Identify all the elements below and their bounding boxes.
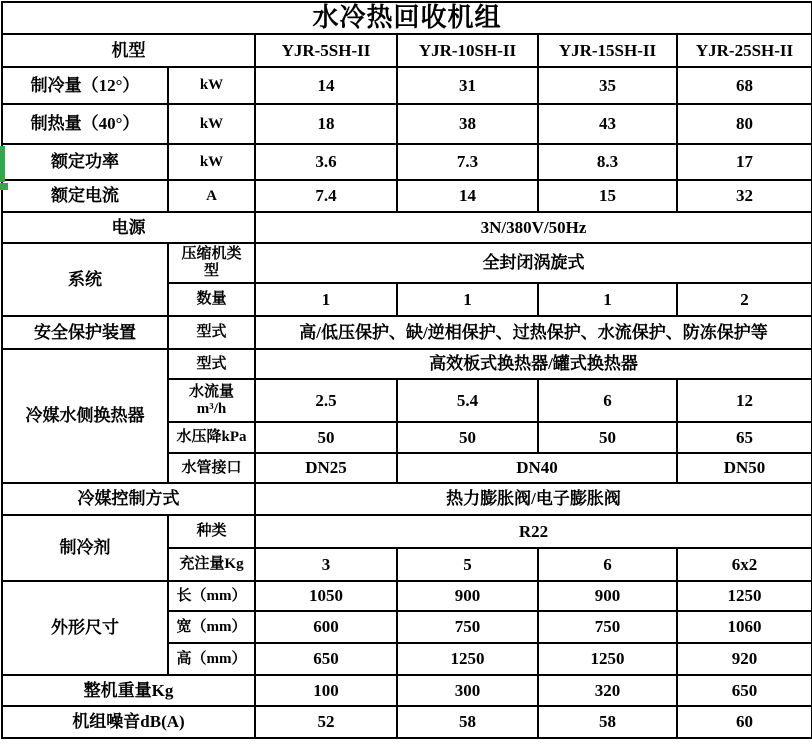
cell-selection-border — [0, 146, 5, 182]
value-cell: 5.4 — [397, 379, 538, 422]
row-label-cell: 额定电流 — [2, 180, 168, 212]
value-cell: 5 — [397, 548, 538, 581]
row-label-cell: 整机重量Kg — [2, 675, 255, 706]
table-row — [2, 581, 812, 611]
row-label-cell: 制冷量（12°） — [2, 67, 168, 104]
row-label-cell: 电源 — [2, 212, 255, 243]
value-cell: 高效板式换热器/罐式换热器 — [255, 349, 812, 379]
row-label-cell: 制热量（40°） — [2, 104, 168, 144]
spec-table — [1, 1, 812, 739]
table-row — [2, 104, 812, 144]
value-cell: 600 — [255, 611, 397, 643]
value-cell: 900 — [397, 581, 538, 611]
value-cell: 3.6 — [255, 144, 397, 180]
value-cell: 900 — [538, 581, 677, 611]
model-cell: YJR-5SH-II — [255, 34, 397, 67]
value-cell: 650 — [255, 643, 397, 675]
unit-cell: kW — [168, 67, 255, 104]
value-cell: 3N/380V/50Hz — [255, 212, 812, 243]
value-cell: 52 — [255, 706, 397, 738]
value-cell: 6 — [538, 379, 677, 422]
value-cell: DN25 — [255, 453, 397, 483]
value-cell: 50 — [397, 422, 538, 453]
value-cell: 1250 — [677, 581, 812, 611]
group-label-cell: 系统 — [2, 243, 168, 316]
value-cell: 18 — [255, 104, 397, 144]
table-row — [2, 34, 812, 67]
unit-cell: kW — [168, 144, 255, 180]
value-cell: 50 — [538, 422, 677, 453]
value-cell: 热力膨胀阀/电子膨胀阀 — [255, 483, 812, 515]
value-cell: 58 — [397, 706, 538, 738]
model-header-cell: 机型 — [2, 34, 255, 67]
value-cell: 14 — [397, 180, 538, 212]
value-cell: 2.5 — [255, 379, 397, 422]
value-cell: DN40 — [397, 453, 677, 483]
table-row — [2, 144, 812, 180]
unit-cell: A — [168, 180, 255, 212]
sub-label-cell: 型式 — [168, 316, 255, 349]
sub-label-cell — [168, 243, 255, 283]
value-cell: 1250 — [397, 643, 538, 675]
value-cell: 1050 — [255, 581, 397, 611]
sub-label-cell: 充注量Kg — [168, 548, 255, 581]
sub-label-cell — [168, 379, 255, 422]
value-cell: 60 — [677, 706, 812, 738]
value-cell: 7.3 — [397, 144, 538, 180]
model-cell: YJR-25SH-II — [677, 34, 812, 67]
table-row — [2, 180, 812, 212]
sub-label-cell: 数量 — [168, 283, 255, 316]
table-row — [2, 243, 812, 283]
row-label-cell: 机组噪音dB(A) — [2, 706, 255, 738]
sub-label-text: 压缩机类型 — [181, 246, 242, 279]
value-cell: 17 — [677, 144, 812, 180]
value-cell: 35 — [538, 67, 677, 104]
value-cell: 1 — [255, 283, 397, 316]
row-label-cell: 冷媒控制方式 — [2, 483, 255, 515]
value-cell: R22 — [255, 515, 812, 548]
sub-label-text: 水流量 m³/h — [188, 383, 234, 417]
row-label-cell: 安全保护装置 — [2, 316, 168, 349]
sub-label-cell: 宽（mm） — [168, 611, 255, 643]
row-label-cell: 额定功率 — [2, 144, 168, 180]
value-cell: 6x2 — [677, 548, 812, 581]
value-cell: 6 — [538, 548, 677, 581]
sub-label-cell: 水压降kPa — [168, 422, 255, 453]
value-cell: 50 — [255, 422, 397, 453]
value-cell: 100 — [255, 675, 397, 706]
value-cell: 68 — [677, 67, 812, 104]
selection-fill-handle[interactable] — [0, 183, 8, 190]
value-cell: 43 — [538, 104, 677, 144]
table-row — [2, 706, 812, 738]
value-cell: 2 — [677, 283, 812, 316]
value-cell: 58 — [538, 706, 677, 738]
table-row — [2, 515, 812, 548]
table-row — [2, 2, 812, 34]
group-label-cell: 冷媒水侧换热器 — [2, 349, 168, 483]
table-row — [2, 212, 812, 243]
value-cell: 8.3 — [538, 144, 677, 180]
model-cell: YJR-15SH-II — [538, 34, 677, 67]
sub-label-cell: 长（mm） — [168, 581, 255, 611]
table-title: 水冷热回收机组 — [2, 2, 812, 34]
model-cell: YJR-10SH-II — [397, 34, 538, 67]
value-cell: 750 — [538, 611, 677, 643]
table-row — [2, 675, 812, 706]
value-cell: 15 — [538, 180, 677, 212]
value-cell: 320 — [538, 675, 677, 706]
value-cell: 高/低压保护、缺/逆相保护、过热保护、水流保护、防冻保护等 — [255, 316, 812, 349]
sub-label-cell: 种类 — [168, 515, 255, 548]
value-cell: 3 — [255, 548, 397, 581]
sub-label-cell: 型式 — [168, 349, 255, 379]
table-row — [2, 67, 812, 104]
value-cell: 80 — [677, 104, 812, 144]
value-cell: 12 — [677, 379, 812, 422]
sub-label-cell: 水管接口 — [168, 453, 255, 483]
group-label-cell: 外形尺寸 — [2, 581, 168, 675]
value-cell: 32 — [677, 180, 812, 212]
value-cell: 1 — [397, 283, 538, 316]
table-row — [2, 316, 812, 349]
value-cell: 1250 — [538, 643, 677, 675]
value-cell: 300 — [397, 675, 538, 706]
value-cell: 14 — [255, 67, 397, 104]
value-cell: 7.4 — [255, 180, 397, 212]
unit-cell: kW — [168, 104, 255, 144]
value-cell: 1060 — [677, 611, 812, 643]
table-row — [2, 349, 812, 379]
sub-label-cell: 高（mm） — [168, 643, 255, 675]
value-cell: 650 — [677, 675, 812, 706]
value-cell: DN50 — [677, 453, 812, 483]
table-row — [2, 483, 812, 515]
value-cell: 38 — [397, 104, 538, 144]
group-label-cell: 制冷剂 — [2, 515, 168, 581]
value-cell: 750 — [397, 611, 538, 643]
value-cell: 920 — [677, 643, 812, 675]
value-cell: 65 — [677, 422, 812, 453]
value-cell: 1 — [538, 283, 677, 316]
value-cell: 31 — [397, 67, 538, 104]
value-cell: 全封闭涡旋式 — [255, 243, 812, 283]
